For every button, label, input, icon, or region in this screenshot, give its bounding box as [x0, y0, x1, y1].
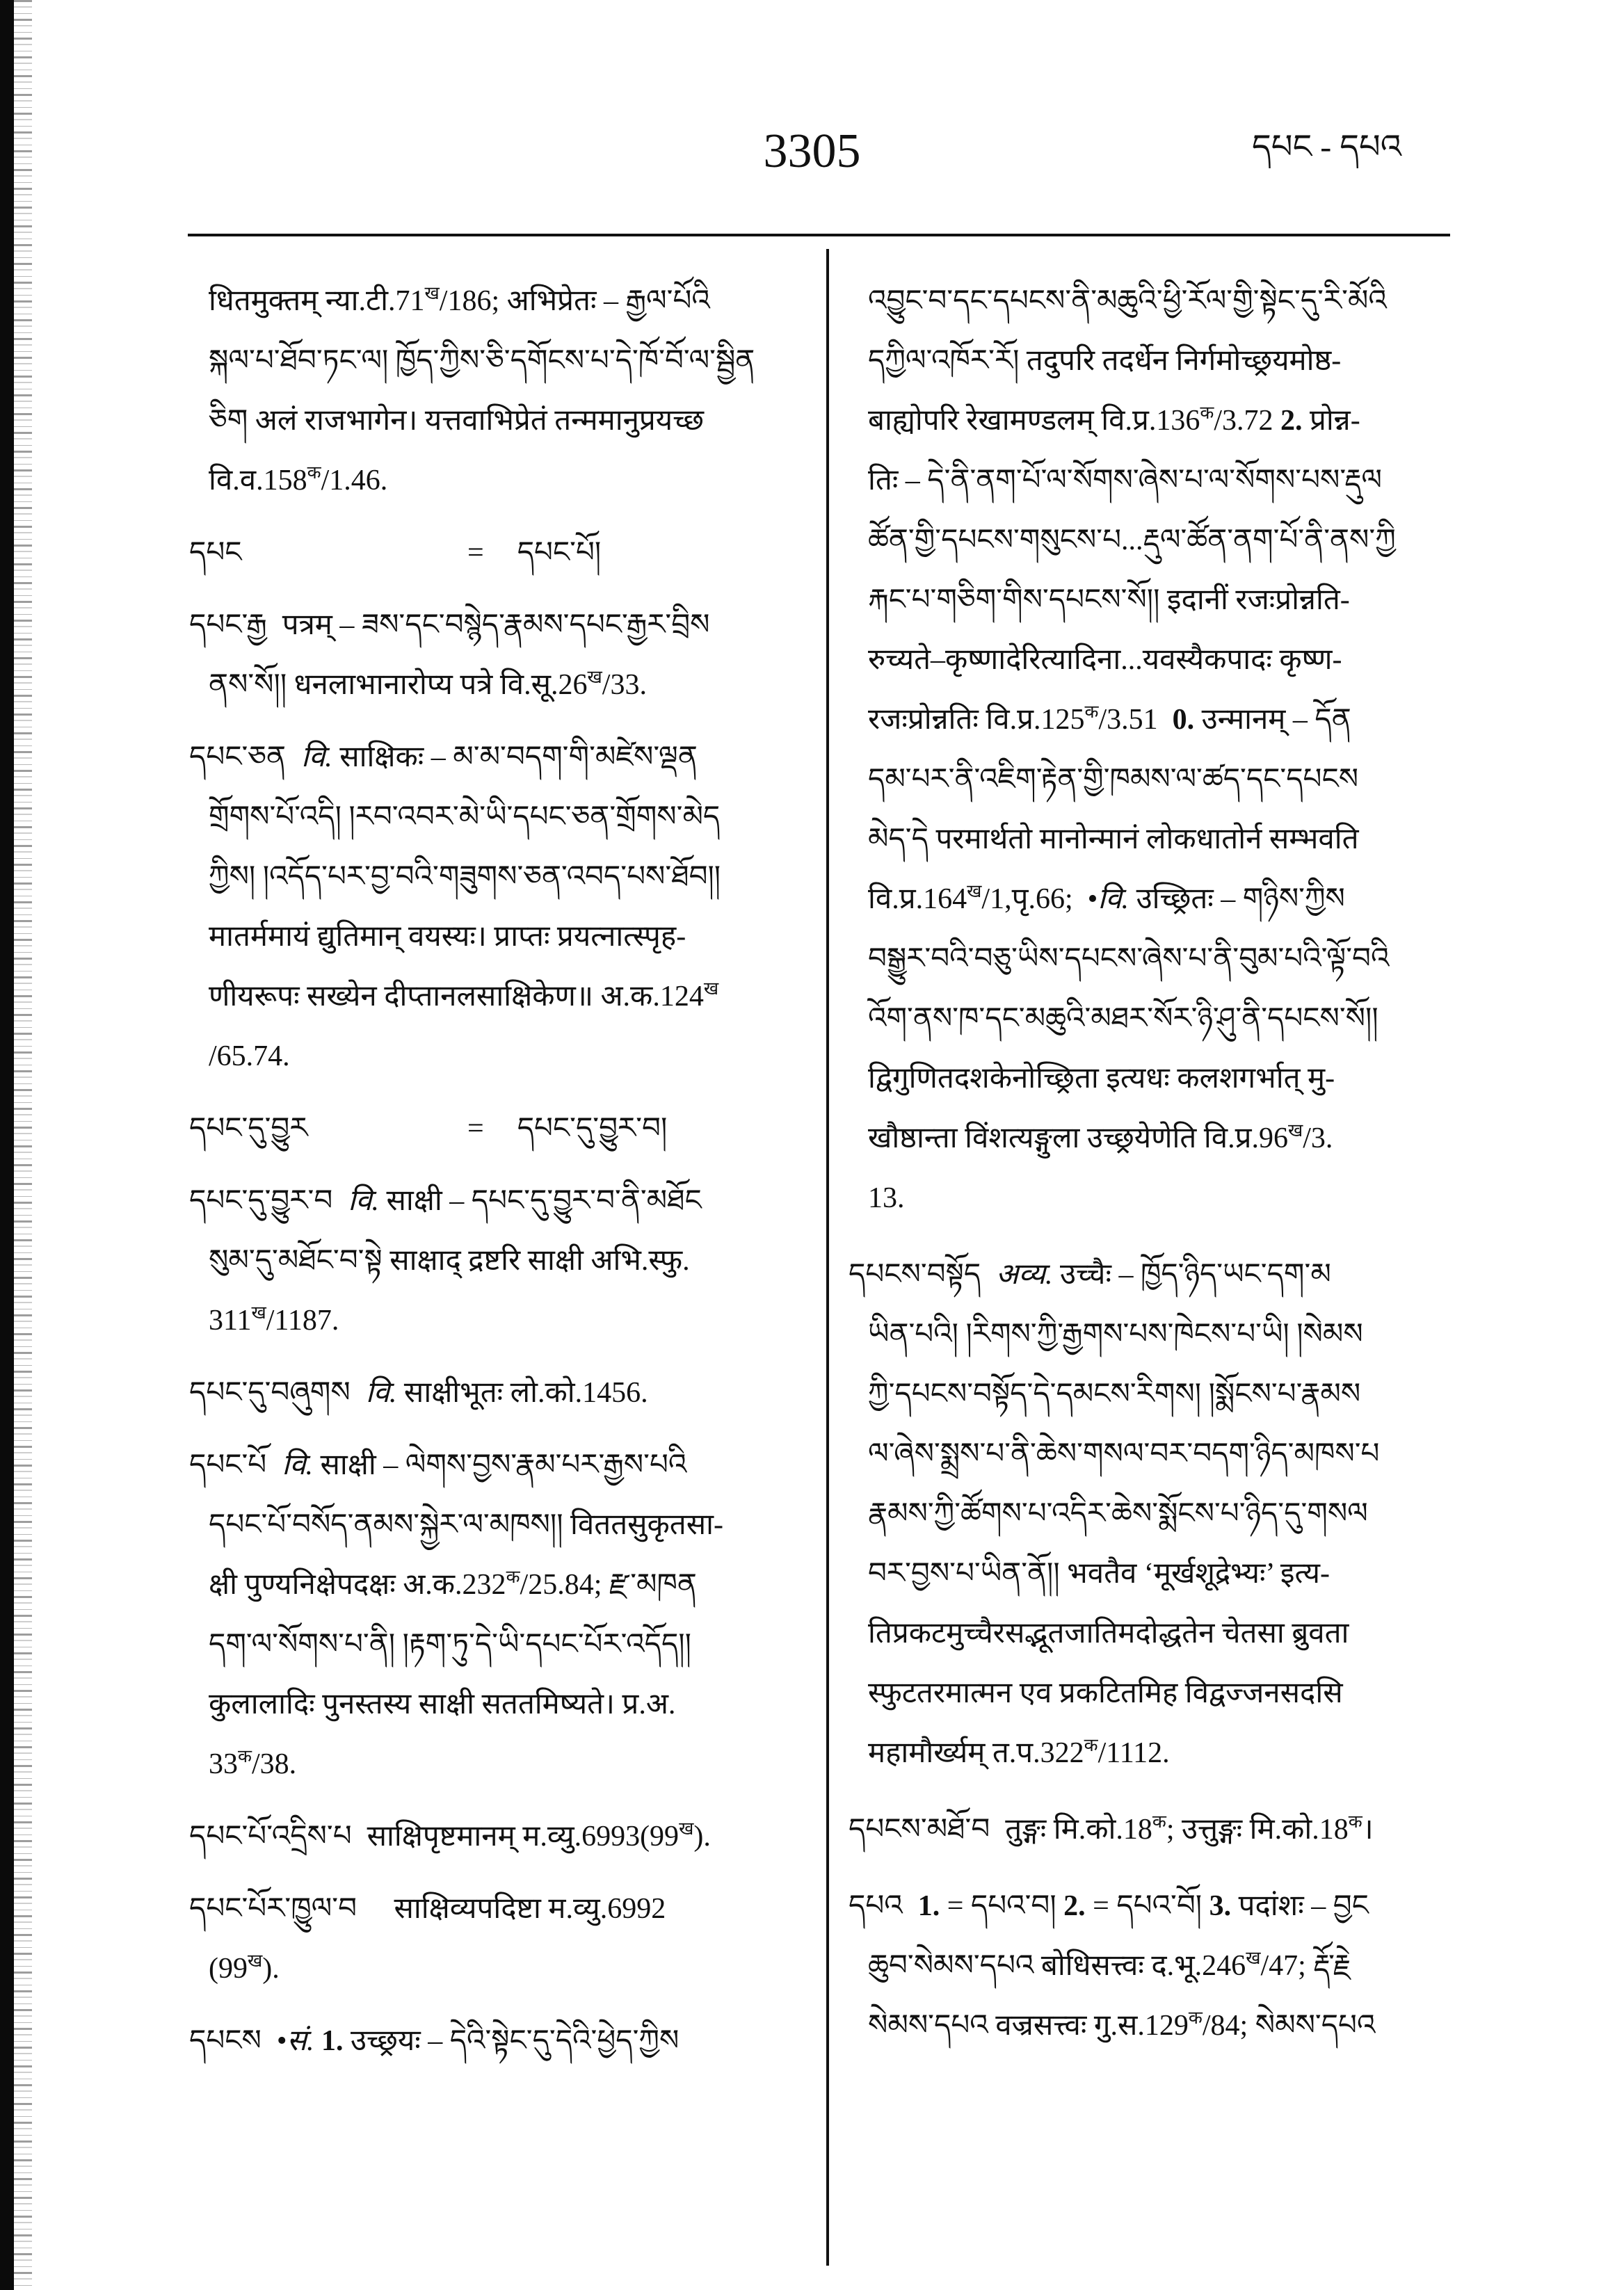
dictionary-entry	[189, 2011, 803, 2071]
grammatical-label: वि.	[282, 1449, 313, 1481]
text-run: /25.84; རྫ་མཁན	[520, 1569, 697, 1601]
dictionary-entry	[849, 1800, 1455, 1860]
text-run: तिः – དེ་ནི་ནག་པོ་ལ་སོགས་ཞེས་པ་ལ་སོགས་པས་རྡུལ	[868, 465, 1383, 497]
sense-number: 2.	[1063, 1890, 1086, 1922]
text-run: 33	[209, 1748, 238, 1780]
dictionary-entry	[189, 1099, 803, 1159]
grammatical-label: अव्य.	[996, 1259, 1053, 1291]
text-run: उच्छ्रयः – དེའི་སྟེང་དུ་དེའི་ཕྱེད་ཀྱིས	[343, 2025, 680, 2057]
text-run: /1112.	[1098, 1737, 1170, 1769]
folio-side-superscript: ख	[679, 1819, 694, 1839]
text-run: /47; རྡོ་རྗེ	[1260, 1950, 1351, 1982]
text-run: उच्चैः – ཁྱོད་ཉིད་ཡང་དག་མ	[1052, 1259, 1331, 1291]
entry-line	[849, 1049, 1455, 1108]
text-run: དམ་པར་ནི་འཇིག་རྟེན་གྱི་ཁམས་ལ་ཚད་དང་དཔངས	[868, 764, 1359, 796]
right-column	[849, 271, 1455, 2260]
entry-line	[189, 727, 803, 787]
headword: དཔང་པོ	[189, 1449, 267, 1481]
text-run	[314, 2025, 321, 2057]
text-run: /38.	[251, 1748, 297, 1780]
grammatical-label: वि.	[1098, 883, 1129, 915]
text-run: དཔང་པོ་བསོད་ནམས་སྐྱེར་ལ་མཁས།། विततसुकृतसा-	[209, 1509, 723, 1541]
entry-line	[189, 271, 803, 331]
entry-line	[849, 451, 1455, 510]
headword: དཔང	[189, 537, 242, 569]
text-run: साक्षी – ལེགས་བྱས་རྣམ་པར་རྒྱས་པའི	[312, 1449, 687, 1481]
entry-line	[849, 1484, 1455, 1544]
dictionary-entry	[849, 1245, 1455, 1783]
entry-line	[189, 1734, 803, 1794]
text-run: /33.	[602, 669, 647, 701]
headword: དཔང་པོར་ཁྱུལ་བ	[189, 1893, 357, 1925]
page-number: 3305	[763, 124, 861, 178]
entry-line	[849, 809, 1455, 869]
entry-line	[849, 1108, 1455, 1168]
folio-side-superscript: ख	[1287, 1120, 1303, 1140]
dictionary-entry	[189, 1171, 803, 1350]
text-run: /3.51	[1098, 704, 1173, 736]
text-run: མེད་དེ परमार्थतो मानोन्मानं लोकधातोर्न सम्भवति	[868, 823, 1359, 855]
text-run: སྐལ་པ་ཐོབ་ཏང་ལ། ཁྱོད་ཀྱིས་ཅི་དགོངས་པ་དེ་ཁོ་བོ་ལ་སྦྱིན	[209, 345, 755, 377]
entry-line	[849, 570, 1455, 630]
headword: དཔང་དུ་བྱུར་བ	[189, 1185, 333, 1217]
text-run: /1187.	[266, 1305, 339, 1337]
headword: དཔང་དུ་བཞུགས	[189, 1377, 351, 1409]
text-run: क्षी पुण्यनिक्षेपदक्षः अ.क.232	[209, 1569, 506, 1601]
header-rule	[188, 234, 1450, 236]
dictionary-entry	[189, 523, 803, 583]
headword: དཔང་དུ་བྱུར	[189, 1113, 308, 1145]
text-run: ).	[693, 1821, 711, 1853]
text-run: ཀྱིས། །འདོད་པར་བྱ་བའི་གཟུགས་ཅན་འབད་པས་ཐོབ།།	[209, 861, 721, 893]
text-run: /3.72	[1214, 405, 1281, 437]
text-run: साक्षिव्यपदिष्टा म.व्यु.6992	[372, 1893, 666, 1925]
entry-line	[849, 1245, 1455, 1305]
grammatical-label: सं.	[287, 2025, 314, 2057]
dictionary-entry	[189, 595, 803, 715]
folio-side-superscript: क	[1152, 1812, 1166, 1832]
text-run: /3.	[1303, 1122, 1333, 1154]
column-divider	[826, 249, 829, 2266]
text-run: ཀྱི་དཔངས་བསྟོད་དེ་དམངས་རིགས། །སྨོངས་པ་རྣམས	[868, 1378, 1361, 1410]
entry-line	[849, 1800, 1455, 1860]
headword: དཔང་རྒྱ	[189, 609, 267, 641]
running-head: དཔང - དཔའ	[1252, 129, 1402, 166]
text-run: णीयरूपः सख्येन दीप्तानलसाक्षिकेण॥ अ.क.124	[209, 981, 704, 1013]
entry-line	[189, 655, 803, 715]
entry-line	[849, 869, 1455, 929]
text-run: पत्रम् – ཟས་དང་བསྙེད་རྣམས་དཔང་རྒྱར་བྲིས	[282, 609, 710, 641]
dictionary-entry	[189, 1363, 803, 1423]
entry-line	[849, 1305, 1455, 1364]
text-run: དག་ལ་སོགས་པ་ནི། །རྟག་ཏུ་དེ་ཡི་དཔང་པོར་འདོད།།	[209, 1629, 691, 1661]
text-run: महामौर्ख्यम् त.प.322	[868, 1737, 1084, 1769]
continued-entry	[849, 271, 1455, 1228]
text-run: ཅིག अलं राजभागेन। यत्तवाभिप्रेतं तन्ममानुप्रयच्छ	[209, 405, 705, 437]
entry-line	[849, 1604, 1455, 1663]
text-run: मातर्ममायं द्युतिमान् वयस्यः। प्राप्तः प्रयत्नात्स्पृह-	[209, 921, 686, 953]
text-run: = དཔའ་བ།	[940, 1890, 1064, 1922]
text-run: ལ་ཞེས་སྨྲས་པ་ནི་ཆེས་གསལ་བར་བདག་ཉིད་མཁས་པ	[868, 1438, 1380, 1470]
entry-line	[189, 1291, 803, 1350]
text-run: ).	[262, 1953, 280, 1985]
entry-line	[189, 1435, 803, 1495]
text-run: བར་བྱས་པ་ཡིན་ནོ།། भवतैव ‘मूर्खशूद्रेभ्यः’ इत्य-	[868, 1558, 1330, 1590]
cross-reference-target: དཔང་པོ།	[517, 537, 602, 569]
text-run: སེམས་དཔའ वज्रसत्त्वः गु.स.129	[868, 2010, 1189, 2042]
continued-entry	[189, 271, 803, 510]
folio-side-superscript: क	[506, 1567, 520, 1587]
entry-line	[189, 787, 803, 847]
entry-line	[849, 510, 1455, 570]
text-run: प्रोन्न-	[1302, 405, 1360, 437]
entry-line	[189, 451, 803, 510]
text-run: /84; སེམས་དཔའ	[1202, 2010, 1376, 2042]
text-run: 13.	[868, 1182, 905, 1214]
sense-number: 1.	[917, 1890, 940, 1922]
text-run: रजःप्रोन्नतिः वि.प्र.125	[868, 704, 1085, 736]
headword: དཔང་ཅན	[189, 741, 287, 773]
folio-side-superscript: क	[1188, 2008, 1203, 2028]
sense-number: 3.	[1209, 1890, 1232, 1922]
scan-border	[0, 0, 14, 2290]
entry-line	[189, 967, 803, 1026]
folio-side-superscript: क	[1348, 1812, 1362, 1832]
folio-side-superscript: ख	[251, 1303, 266, 1323]
headword: དཔངས་བསྟོད	[849, 1259, 981, 1291]
entry-line	[849, 271, 1455, 331]
folio-side-superscript: क	[1084, 702, 1099, 722]
text-run: रुच्यते–कृष्णादेरित्यादिना...यवस्यैकपादः कृष्ण-	[868, 644, 1342, 676]
entry-line	[849, 331, 1455, 391]
entry-line	[849, 1168, 1455, 1228]
folio-side-superscript: क	[1200, 403, 1214, 423]
text-run: ; उत्तुङ्गः मि.को.18	[1166, 1814, 1349, 1846]
entry-line	[189, 907, 803, 967]
text-run: द्विगुणितदशकेनोच्छ्रिता इत्यधः कलशगर्भात् मु-	[868, 1063, 1335, 1095]
folio-side-superscript: ख	[248, 1951, 263, 1971]
sense-number: 0.	[1172, 704, 1195, 736]
entry-line	[189, 1495, 803, 1555]
grammatical-label: वि.	[301, 741, 332, 773]
folio-side-superscript: ख	[424, 283, 440, 303]
text-run: ནས་སོ།། धनलाभानारोप्य पत्रे वि.सू.26	[209, 669, 588, 701]
dictionary-entry	[189, 1807, 803, 1866]
text-run: ཡིན་པའི། །རིགས་ཀྱི་རྒྱགས་པས་ཁེངས་པ་ཡི། །སེམས	[868, 1319, 1363, 1350]
entry-line	[189, 847, 803, 907]
entry-line	[189, 1807, 803, 1866]
sense-number: 1.	[321, 2025, 344, 2057]
entry-line	[189, 1231, 803, 1291]
text-run: དཀྱིལ་འཁོར་རོ། तदुपरि तदर्धेन निर्गमोच्छ्रयमोष्ठ-	[868, 345, 1342, 377]
dictionary-entry	[849, 1876, 1455, 2056]
folio-side-superscript: ख	[967, 881, 982, 901]
text-run: कुलालादिः पुनस्तस्य साक्षी सततमिष्यते। प्र.अ.	[209, 1688, 676, 1720]
entry-line	[189, 1099, 803, 1159]
equals-sign: =	[467, 1113, 484, 1145]
entry-line	[189, 331, 803, 391]
text-run: འབྱུང་བ་དང་དཔངས་ནི་མཆུའི་ཕྱི་རོལ་གྱི་སྟེང་དུ་རི་མོའི	[868, 285, 1387, 317]
folio-side-superscript: ख	[703, 978, 719, 999]
text-run: = དཔའ་བོ།	[1085, 1890, 1209, 1922]
text-run: साक्षिपृष्टमानम् म.व्यु.6993(99	[367, 1821, 680, 1853]
text-run: •	[276, 2025, 287, 2057]
entry-line	[189, 1026, 803, 1086]
entry-line	[849, 1663, 1455, 1723]
text-run: वि.प्र.164	[868, 883, 967, 915]
entry-line	[849, 929, 1455, 989]
folio-side-superscript: ख	[1246, 1948, 1261, 1968]
dictionary-entry	[189, 727, 803, 1086]
sense-number: 2.	[1280, 405, 1303, 437]
text-run: साक्षीभूतः लो.को.1456.	[396, 1377, 648, 1409]
equals-sign: =	[467, 537, 484, 569]
entry-line	[849, 1364, 1455, 1424]
entry-line	[189, 523, 803, 583]
folio-side-superscript: क	[307, 462, 321, 483]
entry-line	[849, 989, 1455, 1049]
entry-line	[189, 1363, 803, 1423]
entry-line	[849, 1876, 1455, 1936]
entry-line	[849, 1544, 1455, 1604]
text-run: तुङ्गः मि.को.18	[1005, 1814, 1152, 1846]
entry-line	[849, 690, 1455, 750]
text-run: साक्षिकः – མ་མ་བདག་གི་མཛེས་ལྡན	[332, 741, 698, 773]
entry-line	[189, 1879, 803, 1939]
dictionary-entry	[189, 1879, 803, 1999]
text-run: བསྒྱུར་བའི་བཅུ་ཡིས་དཔངས་ཞེས་པ་ནི་བུམ་པའི་ལྟོ་བའི	[868, 943, 1390, 975]
text-run: རྣམས་ཀྱི་ཚོགས་པ་འདིར་ཆེས་སྨོངས་པ་ཉིད་དུ་གསལ	[868, 1498, 1368, 1530]
text-run: འོག་ནས་ཁ་དང་མཆུའི་མཐར་སོར་ཉི་ཤུ་ནི་དཔངས་སོ།།	[868, 1003, 1378, 1035]
text-run: /1,पृ.66; •	[981, 883, 1098, 915]
text-run: སུམ་དུ་མཐོང་བ་སྟེ साक्षाद् द्रष्टरि साक्षी अभि.स्फु.	[209, 1245, 690, 1277]
text-run: उन्मानम् – དོན	[1194, 704, 1351, 736]
entry-line	[849, 1424, 1455, 1484]
entry-line	[189, 1615, 803, 1675]
text-run: 311	[209, 1305, 252, 1337]
dictionary-entry	[189, 1435, 803, 1794]
entry-line	[849, 750, 1455, 809]
text-run: ཚོན་གྱི་དཔངས་གསུངས་པ...རྡུལ་ཚོན་ནག་པོ་ནི་ནས་ཀྱི	[868, 524, 1396, 556]
entry-line	[189, 1675, 803, 1734]
left-column	[189, 271, 803, 2260]
cross-reference-target: དཔང་དུ་བྱུར་བ།	[517, 1113, 668, 1145]
entry-line	[189, 595, 803, 655]
headword: དཔའ	[849, 1890, 903, 1922]
entry-line	[849, 1936, 1455, 1996]
entry-line	[189, 1939, 803, 1999]
entry-line	[189, 2011, 803, 2071]
text-run: स्फुटतरमात्मन एव प्रकटितमिह विद्वज्जनसदसि	[868, 1677, 1343, 1709]
entry-line	[849, 1996, 1455, 2056]
text-run: खौष्ठान्ता विंशत्यङ्गुला उच्छ्रयेणेति वि.प्र.96	[868, 1122, 1288, 1154]
headword: དཔང་པོ་འདྲིས་པ	[189, 1821, 352, 1853]
text-run: तिप्रकटमुच्चैरसद्भूतजातिमदोद्धतेन चेतसा ब्रुवता	[868, 1618, 1349, 1650]
text-run: /65.74.	[209, 1040, 290, 1072]
text-run: /186; अभिप्रेतः – རྒྱལ་པོའི	[439, 285, 710, 317]
entry-line	[189, 391, 803, 451]
text-run: ཆུབ་སེམས་དཔའ बोधिसत्त्वः द.भू.246	[868, 1950, 1246, 1982]
text-run: धितमुक्तम् न्या.टी.71	[209, 285, 425, 317]
text-run: (99	[209, 1953, 248, 1985]
folio-side-superscript: क	[238, 1746, 252, 1766]
text-run: ।	[1362, 1814, 1374, 1846]
folio-side-superscript: ख	[587, 667, 602, 687]
entry-line	[849, 630, 1455, 690]
text-run: पदांशः – བྱང	[1231, 1890, 1369, 1922]
text-run: वि.व.158	[209, 465, 307, 497]
folio-side-superscript: क	[1084, 1735, 1098, 1755]
text-run: उच्छ्रितः – གཉིས་ཀྱིས	[1129, 883, 1345, 915]
scan-noise	[14, 0, 32, 2290]
text-run: बाह्योपरि रेखामण्डलम् वि.प्र.136	[868, 405, 1200, 437]
headword: དཔངས་མཐོ་བ	[849, 1814, 990, 1846]
entry-line	[189, 1555, 803, 1615]
entry-line	[849, 391, 1455, 451]
headword: དཔངས	[189, 2025, 262, 2057]
grammatical-label: वि.	[348, 1185, 379, 1217]
text-run: /1.46.	[321, 465, 388, 497]
text-run: གྲོགས་པོ་འདི། །རབ་འབར་མེ་ཡི་དཔང་ཅན་གྲོགས་མེད	[209, 801, 721, 833]
grammatical-label: वि.	[365, 1377, 397, 1409]
entry-line	[189, 1171, 803, 1231]
entry-line	[849, 1723, 1455, 1783]
text-run: साक्षी – དཔང་དུ་བྱུར་བ་ནི་མཐོང	[379, 1185, 702, 1217]
text-run: རྐང་པ་གཅིག་གིས་དཔངས་སོ།། इदानीं रजःप्रोन्नति-	[868, 584, 1350, 616]
